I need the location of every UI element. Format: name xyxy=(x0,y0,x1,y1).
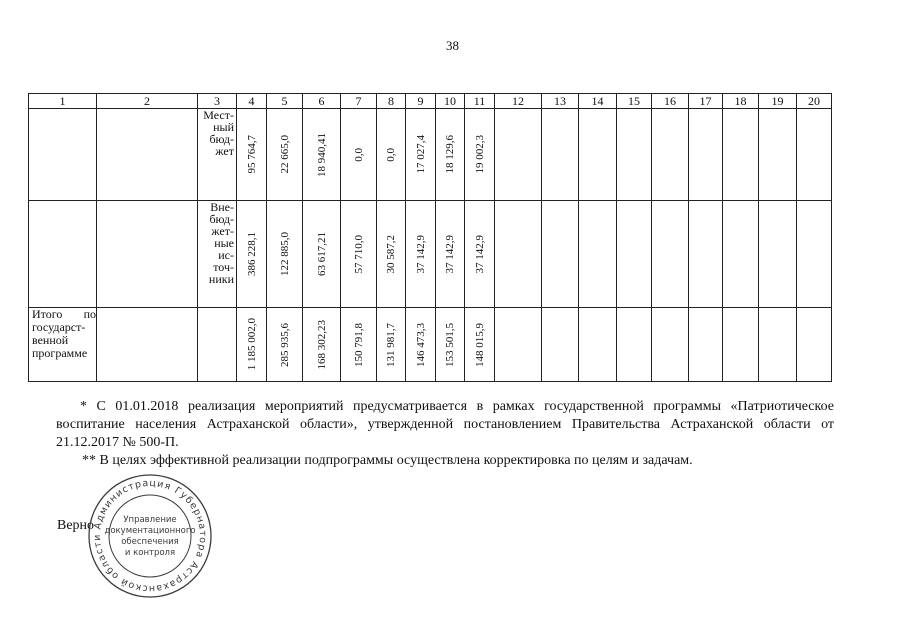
value-cell: 122 885,0 xyxy=(267,201,303,308)
empty-cell xyxy=(652,201,689,308)
page-number: 38 xyxy=(446,38,459,53)
header-cell-1: 1 xyxy=(29,94,97,109)
value-cell: 0,0 xyxy=(377,109,406,201)
empty-cell xyxy=(542,308,579,382)
empty-cell xyxy=(617,308,652,382)
footnote-2: ** В целях эффективной реализации подпрограммы осуществлена корректировка по целям и задачам. xyxy=(82,453,693,468)
empty-cell xyxy=(759,201,797,308)
header-cell-16: 16 xyxy=(652,94,689,109)
empty-cell xyxy=(797,109,832,201)
empty-cell xyxy=(689,201,723,308)
header-cell-3: 3 xyxy=(198,94,237,109)
svg-text:документационного: документационного xyxy=(104,526,196,536)
empty-cell xyxy=(759,109,797,201)
funding-source-cell: Мест- ный бюд- жет xyxy=(198,109,237,201)
empty-cell xyxy=(97,201,198,308)
empty-cell xyxy=(542,109,579,201)
header-cell-6: 6 xyxy=(303,94,341,109)
header-cell-17: 17 xyxy=(689,94,723,109)
empty-cell xyxy=(617,201,652,308)
value-cell: 386 228,1 xyxy=(237,201,267,308)
header-cell-8: 8 xyxy=(377,94,406,109)
empty-cell xyxy=(97,308,198,382)
value-cell: 30 587,2 xyxy=(377,201,406,308)
empty-cell xyxy=(689,109,723,201)
empty-cell xyxy=(495,109,542,201)
header-cell-19: 19 xyxy=(759,94,797,109)
value-cell: 95 764,7 xyxy=(237,109,267,201)
empty-cell xyxy=(579,109,617,201)
empty-cell xyxy=(652,109,689,201)
value-cell: 1 185 002,0 xyxy=(237,308,267,382)
empty-cell xyxy=(723,201,759,308)
header-cell-14: 14 xyxy=(579,94,617,109)
table-row xyxy=(29,109,832,201)
empty-cell xyxy=(579,201,617,308)
value-cell: 22 665,0 xyxy=(267,109,303,201)
funding-source-cell: Вне- бюд- жет- ные ис- точ- ники xyxy=(198,201,237,308)
value-cell: 285 935,6 xyxy=(267,308,303,382)
header-cell-2: 2 xyxy=(97,94,198,109)
header-cell-20: 20 xyxy=(797,94,832,109)
value-cell: 150 791,8 xyxy=(341,308,377,382)
value-cell: 37 142,9 xyxy=(406,201,436,308)
header-cell-18: 18 xyxy=(723,94,759,109)
header-cell-12: 12 xyxy=(495,94,542,109)
row-title-cell xyxy=(29,109,97,201)
value-cell: 0,0 xyxy=(341,109,377,201)
official-stamp-icon xyxy=(86,472,214,600)
value-cell: 57 710,0 xyxy=(341,201,377,308)
header-cell-5: 5 xyxy=(267,94,303,109)
table-row xyxy=(29,308,832,382)
table-header-row xyxy=(29,94,832,109)
empty-cell xyxy=(617,109,652,201)
value-cell: 146 473,3 xyxy=(406,308,436,382)
empty-cell xyxy=(689,308,723,382)
empty-cell xyxy=(542,201,579,308)
value-cell: 18 129,6 xyxy=(436,109,465,201)
empty-cell xyxy=(723,308,759,382)
value-cell: 148 015,9 xyxy=(465,308,495,382)
footnotes xyxy=(56,398,834,470)
empty-cell xyxy=(652,308,689,382)
empty-cell xyxy=(579,308,617,382)
row-title-cell: Итого по государст-венной программе xyxy=(29,308,97,382)
empty-cell xyxy=(797,201,832,308)
value-cell: 153 501,5 xyxy=(436,308,465,382)
empty-cell xyxy=(797,308,832,382)
header-cell-11: 11 xyxy=(465,94,495,109)
value-cell: 17 027,4 xyxy=(406,109,436,201)
value-cell: 37 142,9 xyxy=(465,201,495,308)
value-cell: 63 617,21 xyxy=(303,201,341,308)
budget-table xyxy=(28,93,832,382)
header-cell-9: 9 xyxy=(406,94,436,109)
empty-cell xyxy=(495,201,542,308)
footnote-1: * С 01.01.2018 реализация мероприятий предусматривается в рамках государственной программы «Патриотическое воспитание населения Астраханской области», утвержденной постановлением Правительства Астраханской области от 21.12.2017 № 500-П. xyxy=(56,399,834,450)
header-cell-13: 13 xyxy=(542,94,579,109)
header-cell-10: 10 xyxy=(436,94,465,109)
svg-text:Управление: Управление xyxy=(123,515,177,525)
verno-label: Верно xyxy=(57,518,95,533)
svg-text:обеспечения: обеспечения xyxy=(121,537,179,547)
empty-cell xyxy=(495,308,542,382)
table-row xyxy=(29,201,832,308)
value-cell: 19 002,3 xyxy=(465,109,495,201)
stamp-ring-text: Администрация Губернатора Астраханской области xyxy=(91,477,209,595)
header-cell-15: 15 xyxy=(617,94,652,109)
header-cell-7: 7 xyxy=(341,94,377,109)
value-cell: 168 302,23 xyxy=(303,308,341,382)
row-title-cell xyxy=(29,201,97,308)
value-cell: 131 981,7 xyxy=(377,308,406,382)
empty-cell xyxy=(723,109,759,201)
empty-cell xyxy=(97,109,198,201)
empty-cell xyxy=(759,308,797,382)
svg-text:и контроля: и контроля xyxy=(124,548,176,558)
funding-source-cell xyxy=(198,308,237,382)
value-cell: 37 142,9 xyxy=(436,201,465,308)
header-cell-4: 4 xyxy=(237,94,267,109)
value-cell: 18 940,41 xyxy=(303,109,341,201)
